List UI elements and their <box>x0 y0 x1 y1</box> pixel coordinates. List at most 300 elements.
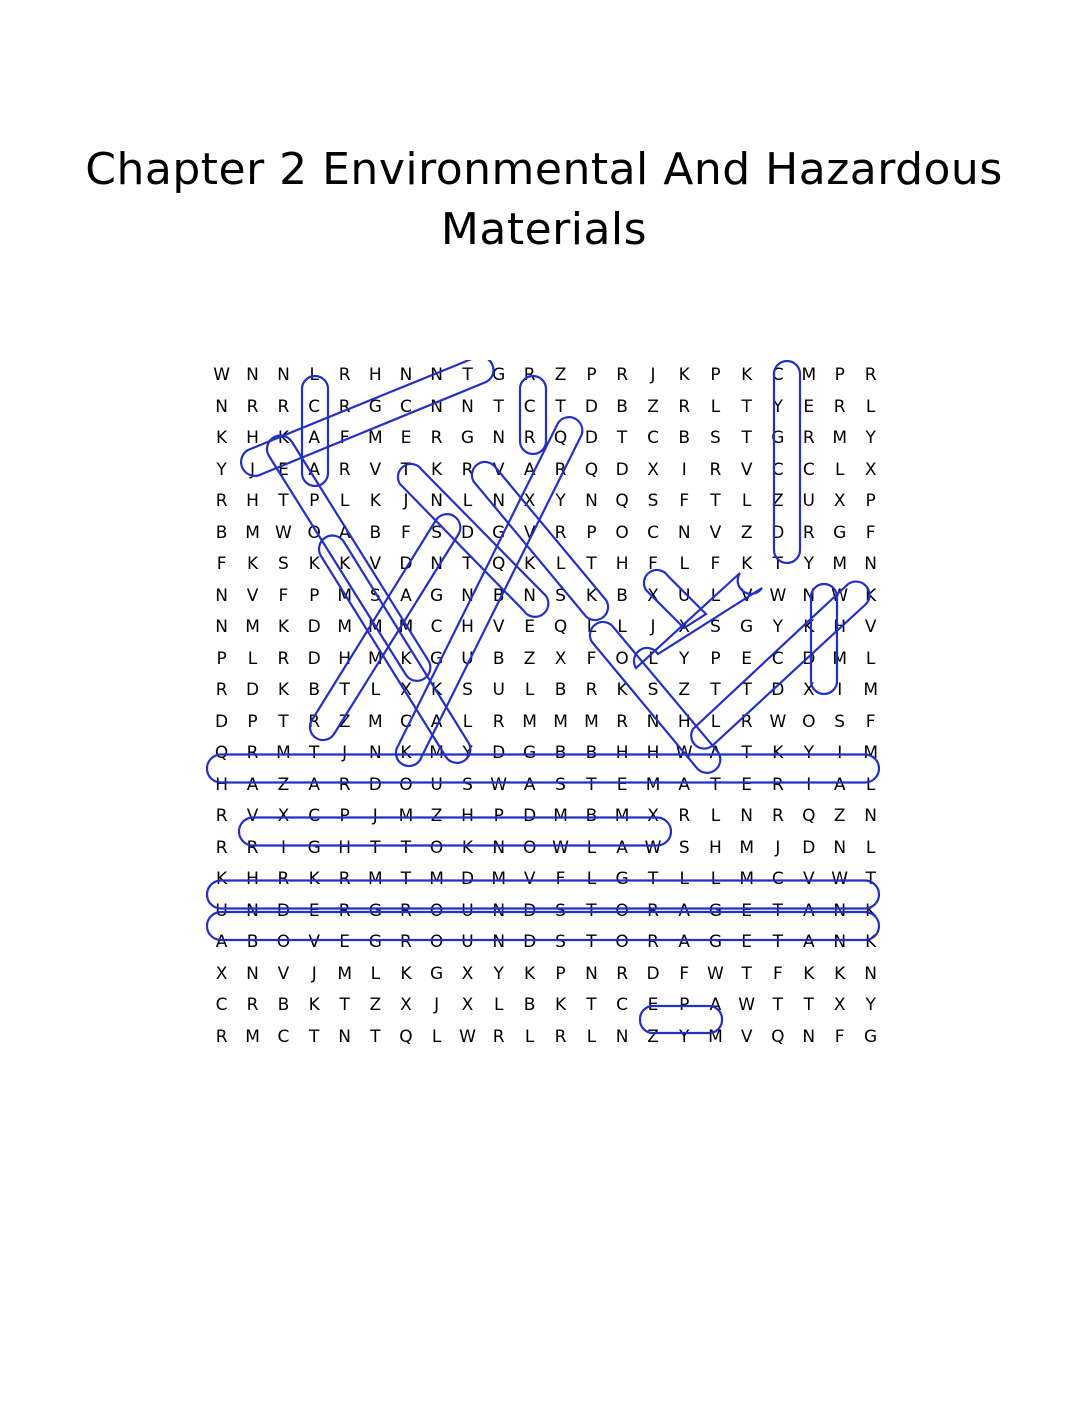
grid-cell: E <box>400 428 412 448</box>
grid-cell: O <box>522 837 537 858</box>
grid-cell: W <box>831 585 849 606</box>
grid-cell: X <box>461 995 474 1015</box>
grid-cell: D <box>523 900 537 921</box>
grid-cell: V <box>523 522 536 543</box>
grid-cell: L <box>339 491 350 511</box>
grid-cell: T <box>555 396 566 417</box>
grid-cell: T <box>710 774 721 795</box>
grid-cell: O <box>307 522 321 543</box>
grid-cell: U <box>461 932 474 952</box>
grid-cell: M <box>367 617 383 637</box>
grid-cell: N <box>246 900 259 921</box>
grid-cell: R <box>215 491 228 511</box>
grid-row <box>206 644 886 676</box>
grid-cell: X <box>461 963 474 984</box>
grid-cell: H <box>461 617 474 637</box>
grid-cell: C <box>308 396 321 417</box>
grid-cell: S <box>462 680 473 700</box>
grid-cell: H <box>368 365 382 385</box>
grid-cell: Z <box>678 680 691 700</box>
grid-cell: D <box>245 680 260 700</box>
grid-cell: N <box>833 900 847 921</box>
grid-cell: T <box>586 554 597 574</box>
grid-cell: M <box>863 680 878 700</box>
grid-cell: N <box>585 491 598 511</box>
grid-cell: M <box>367 428 383 448</box>
grid-cell: P <box>216 648 227 669</box>
grid-cell: L <box>679 869 689 889</box>
grid-row <box>206 707 886 739</box>
grid-cell: F <box>865 711 876 732</box>
grid-cell: A <box>400 585 412 606</box>
grid-cell: C <box>523 396 536 417</box>
grid-cell: D <box>307 648 321 669</box>
grid-cell: E <box>647 995 659 1015</box>
grid-cell: N <box>492 428 506 448</box>
grid-cell: R <box>338 365 351 385</box>
grid-cell: N <box>492 900 506 921</box>
grid-cell: W <box>769 585 787 606</box>
grid-cell: P <box>710 648 721 669</box>
grid-cell: R <box>833 396 846 417</box>
grid-cell: S <box>555 900 566 921</box>
grid-cell: R <box>523 428 536 448</box>
grid-cell: R <box>492 1026 505 1047</box>
grid-cell: J <box>775 837 781 858</box>
grid-cell: M <box>584 711 599 732</box>
grid-cell: J <box>434 995 440 1015</box>
grid-cell: B <box>585 806 598 826</box>
grid-cell: V <box>246 585 259 606</box>
grid-cell: S <box>678 837 690 858</box>
grid-cell: Y <box>772 396 784 417</box>
grid-cell: Y <box>493 963 504 984</box>
grid-cell: E <box>339 932 351 952</box>
grid-cell: R <box>523 365 536 385</box>
grid-cell: T <box>772 554 784 574</box>
grid-cell: C <box>771 869 784 889</box>
grid-cell: E <box>803 396 815 417</box>
grid-cell: T <box>493 396 504 417</box>
grid-cell: A <box>802 932 815 952</box>
grid-row <box>206 927 886 959</box>
grid-cell: U <box>461 648 474 669</box>
grid-row <box>206 896 886 928</box>
grid-cell: B <box>277 995 290 1015</box>
grid-cell: M <box>832 554 848 574</box>
grid-cell: O <box>615 522 629 543</box>
grid-cell: K <box>865 932 877 952</box>
grid-cell: N <box>461 585 474 606</box>
grid-cell: L <box>524 680 535 700</box>
grid-cell: L <box>865 837 876 858</box>
grid-cell: B <box>554 680 567 700</box>
grid-cell: X <box>523 491 536 511</box>
grid-cell: O <box>615 900 629 921</box>
grid-cell: K <box>678 365 690 385</box>
grid-cell: K <box>865 585 877 606</box>
grid-cell: V <box>802 869 815 889</box>
grid-cell: M <box>245 1026 260 1047</box>
grid-cell: Z <box>772 491 784 511</box>
grid-cell: E <box>741 774 753 795</box>
grid-cell: K <box>216 428 228 448</box>
grid-cell: M <box>337 617 352 637</box>
grid-cell: Q <box>492 554 506 574</box>
grid-cell: X <box>554 648 567 669</box>
grid-cell: V <box>492 459 505 480</box>
grid-cell: V <box>740 585 753 606</box>
grid-row <box>206 392 886 424</box>
grid-cell: H <box>615 554 629 574</box>
grid-cell: C <box>400 711 412 732</box>
grid-cell: M <box>429 743 444 763</box>
grid-cell: M <box>491 869 507 889</box>
grid-cell: K <box>461 837 474 858</box>
grid-cell: M <box>645 774 661 795</box>
grid-cell: E <box>616 774 628 795</box>
grid-cell: H <box>246 491 259 511</box>
grid-cell: T <box>741 428 752 448</box>
grid-cell: R <box>678 806 691 826</box>
grid-cell: F <box>401 522 411 543</box>
grid-cell: N <box>585 963 598 984</box>
grid-cell: D <box>771 522 785 543</box>
grid-cell: R <box>740 711 753 732</box>
grid-cell: Z <box>430 806 443 826</box>
grid-cell: K <box>277 617 290 637</box>
grid-cell: A <box>523 774 536 795</box>
grid-cell: O <box>802 711 816 732</box>
grid-cell: H <box>215 774 228 795</box>
grid-cell: M <box>553 711 568 732</box>
grid-row <box>206 770 886 802</box>
grid-cell: S <box>555 585 566 606</box>
grid-cell: C <box>647 428 659 448</box>
grid-cell: O <box>429 900 444 921</box>
grid-cell: W <box>275 522 292 543</box>
grid-cell: V <box>308 932 321 952</box>
grid-cell: X <box>277 806 290 826</box>
grid-cell: H <box>615 743 629 763</box>
grid-cell: I <box>806 774 812 795</box>
grid-cell: N <box>523 585 536 606</box>
grid-cell: S <box>278 554 289 574</box>
grid-cell: J <box>650 617 656 637</box>
grid-row <box>206 801 886 833</box>
grid-cell: K <box>741 365 753 385</box>
grid-cell: R <box>864 365 877 385</box>
grid-cell: C <box>400 396 412 417</box>
grid-cell: D <box>771 680 785 700</box>
grid-cell: K <box>308 554 320 574</box>
grid-cell: C <box>802 459 815 480</box>
grid-cell: T <box>772 900 784 921</box>
grid-cell: E <box>741 900 753 921</box>
grid-cell: M <box>245 617 260 637</box>
grid-cell: Z <box>740 522 753 543</box>
grid-cell: D <box>368 774 382 795</box>
grid-cell: E <box>741 648 753 669</box>
grid-cell: D <box>276 900 290 921</box>
grid-cell: T <box>865 869 876 889</box>
grid-cell: N <box>864 554 877 574</box>
grid-cell: T <box>400 459 412 480</box>
grid-cell: F <box>710 554 721 574</box>
grid-cell: N <box>677 522 691 543</box>
grid-cell: N <box>246 365 259 385</box>
grid-cell: V <box>492 617 505 637</box>
grid-cell: L <box>370 680 381 700</box>
grid-cell: K <box>246 554 259 574</box>
grid-cell: V <box>740 459 753 480</box>
grid-cell: K <box>277 680 290 700</box>
grid-cell: T <box>370 1026 381 1047</box>
grid-cell: X <box>400 995 412 1015</box>
grid-cell: B <box>246 932 259 952</box>
grid-cell: T <box>616 428 628 448</box>
grid-cell: A <box>308 428 321 448</box>
grid-cell: A <box>802 900 815 921</box>
grid-cell: T <box>586 900 597 921</box>
grid-cell: B <box>492 648 505 669</box>
grid-cell: T <box>339 680 350 700</box>
grid-cell: S <box>834 711 846 732</box>
grid-cell: J <box>403 491 409 511</box>
grid-cell: A <box>246 774 259 795</box>
grid-cell: A <box>616 837 628 858</box>
grid-cell: R <box>338 774 351 795</box>
grid-cell: S <box>647 680 659 700</box>
grid-cell: N <box>802 585 816 606</box>
grid-cell: L <box>834 459 845 480</box>
grid-cell: G <box>864 1026 878 1047</box>
grid-cell: R <box>277 869 290 889</box>
grid-cell: P <box>555 963 566 984</box>
grid-cell: L <box>617 617 627 637</box>
grid-cell: R <box>246 396 259 417</box>
grid-cell: P <box>586 365 597 385</box>
letter-grid <box>206 360 886 1053</box>
grid-cell: G <box>771 428 785 448</box>
grid-cell: F <box>679 491 690 511</box>
grid-cell: L <box>586 617 597 637</box>
grid-cell: N <box>399 365 413 385</box>
grid-cell: M <box>367 648 383 669</box>
grid-cell: X <box>647 459 659 480</box>
grid-cell: X <box>400 680 412 700</box>
grid-cell: T <box>400 837 412 858</box>
grid-cell: D <box>523 806 537 826</box>
grid-cell: R <box>246 743 259 763</box>
grid-cell: R <box>616 963 629 984</box>
grid-row <box>206 486 886 518</box>
grid-cell: R <box>338 869 351 889</box>
grid-cell: T <box>370 837 381 858</box>
grid-cell: R <box>277 648 290 669</box>
grid-cell: R <box>771 774 784 795</box>
grid-cell: C <box>277 1026 290 1047</box>
grid-row <box>206 518 886 550</box>
grid-cell: V <box>740 1026 753 1047</box>
grid-cell: Z <box>647 396 659 417</box>
grid-cell: D <box>802 837 816 858</box>
grid-cell: A <box>833 774 846 795</box>
grid-cell: B <box>616 396 628 417</box>
grid-cell: X <box>833 491 846 511</box>
grid-row <box>206 455 886 487</box>
grid-cell: N <box>740 806 753 826</box>
grid-cell: D <box>615 459 629 480</box>
grid-cell: Y <box>555 491 566 511</box>
grid-cell: L <box>462 711 473 732</box>
grid-cell: M <box>337 963 352 984</box>
grid-cell: P <box>710 365 721 385</box>
grid-cell: K <box>524 963 536 984</box>
grid-cell: B <box>523 995 536 1015</box>
grid-cell: T <box>741 743 752 763</box>
grid-cell: C <box>430 617 443 637</box>
grid-cell: K <box>865 900 877 921</box>
grid-cell: W <box>675 743 693 763</box>
grid-cell: L <box>741 491 752 511</box>
grid-cell: U <box>802 491 815 511</box>
grid-cell: G <box>429 585 444 606</box>
grid-cell: R <box>585 680 598 700</box>
grid-cell: S <box>369 585 381 606</box>
grid-cell: J <box>372 806 378 826</box>
grid-cell: K <box>308 995 320 1015</box>
grid-cell: R <box>400 932 412 952</box>
grid-cell: P <box>247 711 258 732</box>
grid-cell: T <box>462 365 473 385</box>
grid-cell: H <box>246 869 259 889</box>
grid-cell: M <box>863 743 878 763</box>
grid-cell: X <box>864 459 877 480</box>
grid-cell: D <box>399 554 413 574</box>
grid-cell: A <box>709 995 722 1015</box>
grid-cell: Z <box>338 711 351 732</box>
grid-cell: S <box>431 522 442 543</box>
grid-cell: L <box>431 1026 442 1047</box>
grid-cell: G <box>460 428 475 448</box>
grid-cell: N <box>368 743 382 763</box>
grid-cell: P <box>834 365 845 385</box>
grid-cell: M <box>522 711 537 732</box>
grid-cell: N <box>430 491 443 511</box>
grid-cell: Q <box>553 617 568 637</box>
grid-row <box>206 990 886 1022</box>
grid-cell: C <box>308 806 321 826</box>
grid-cell: R <box>308 711 321 732</box>
grid-cell: G <box>492 365 506 385</box>
grid-cell: H <box>338 837 352 858</box>
grid-row <box>206 675 886 707</box>
grid-cell: Y <box>803 743 814 763</box>
grid-cell: A <box>308 774 321 795</box>
grid-cell: R <box>215 837 228 858</box>
grid-cell: L <box>865 648 876 669</box>
grid-cell: M <box>429 869 444 889</box>
grid-cell: N <box>492 837 506 858</box>
grid-cell: R <box>678 396 691 417</box>
grid-cell: W <box>831 869 849 889</box>
grid-cell: P <box>586 522 597 543</box>
grid-cell: I <box>837 680 843 700</box>
grid-cell: R <box>647 900 659 921</box>
grid-cell: R <box>554 522 567 543</box>
grid-cell: J <box>311 963 317 984</box>
grid-cell: L <box>710 711 721 732</box>
grid-cell: G <box>368 900 382 921</box>
grid-cell: F <box>679 963 690 984</box>
grid-cell: K <box>585 585 598 606</box>
grid-cell: F <box>865 522 876 543</box>
grid-cell: V <box>709 522 722 543</box>
grid-cell: T <box>339 995 350 1015</box>
grid-cell: L <box>710 585 721 606</box>
grid-cell: T <box>647 869 659 889</box>
grid-cell: L <box>710 396 721 417</box>
grid-cell: R <box>616 711 629 732</box>
grid-cell: L <box>586 1026 597 1047</box>
grid-cell: X <box>647 806 659 826</box>
grid-cell: N <box>215 585 228 606</box>
grid-cell: S <box>555 774 566 795</box>
grid-cell: L <box>648 648 658 669</box>
grid-cell: H <box>461 806 474 826</box>
grid-cell: F <box>555 869 566 889</box>
grid-cell: A <box>678 932 691 952</box>
grid-cell: Y <box>772 617 784 637</box>
grid-cell: W <box>644 837 662 858</box>
grid-row <box>206 423 886 455</box>
grid-cell: V <box>246 806 259 826</box>
grid-cell: D <box>307 617 321 637</box>
grid-cell: M <box>614 806 630 826</box>
grid-cell: E <box>278 459 289 480</box>
grid-cell: Q <box>771 1026 785 1047</box>
grid-cell: Z <box>369 995 382 1015</box>
grid-cell: R <box>554 1026 567 1047</box>
grid-cell: W <box>707 963 724 984</box>
grid-cell: R <box>215 1026 228 1047</box>
grid-cell: R <box>277 396 290 417</box>
grid-cell: M <box>398 617 414 637</box>
grid-cell: G <box>833 522 847 543</box>
grid-cell: A <box>523 459 536 480</box>
grid-cell: H <box>246 428 259 448</box>
grid-cell: L <box>309 365 319 385</box>
grid-cell: T <box>803 995 814 1015</box>
grid-cell: T <box>586 932 597 952</box>
grid-row <box>206 549 886 581</box>
grid-row <box>206 360 886 392</box>
grid-row <box>206 864 886 896</box>
grid-cell: R <box>338 396 351 417</box>
grid-cell: Q <box>615 491 629 511</box>
grid-cell: T <box>772 995 784 1015</box>
grid-row <box>206 959 886 991</box>
grid-cell: J <box>342 743 348 763</box>
grid-cell: G <box>492 522 506 543</box>
grid-cell: Y <box>216 459 227 480</box>
grid-cell: A <box>338 522 351 543</box>
grid-cell: H <box>833 617 847 637</box>
grid-cell: T <box>462 554 473 574</box>
grid-cell: W <box>769 711 787 732</box>
grid-cell: V <box>523 869 536 889</box>
